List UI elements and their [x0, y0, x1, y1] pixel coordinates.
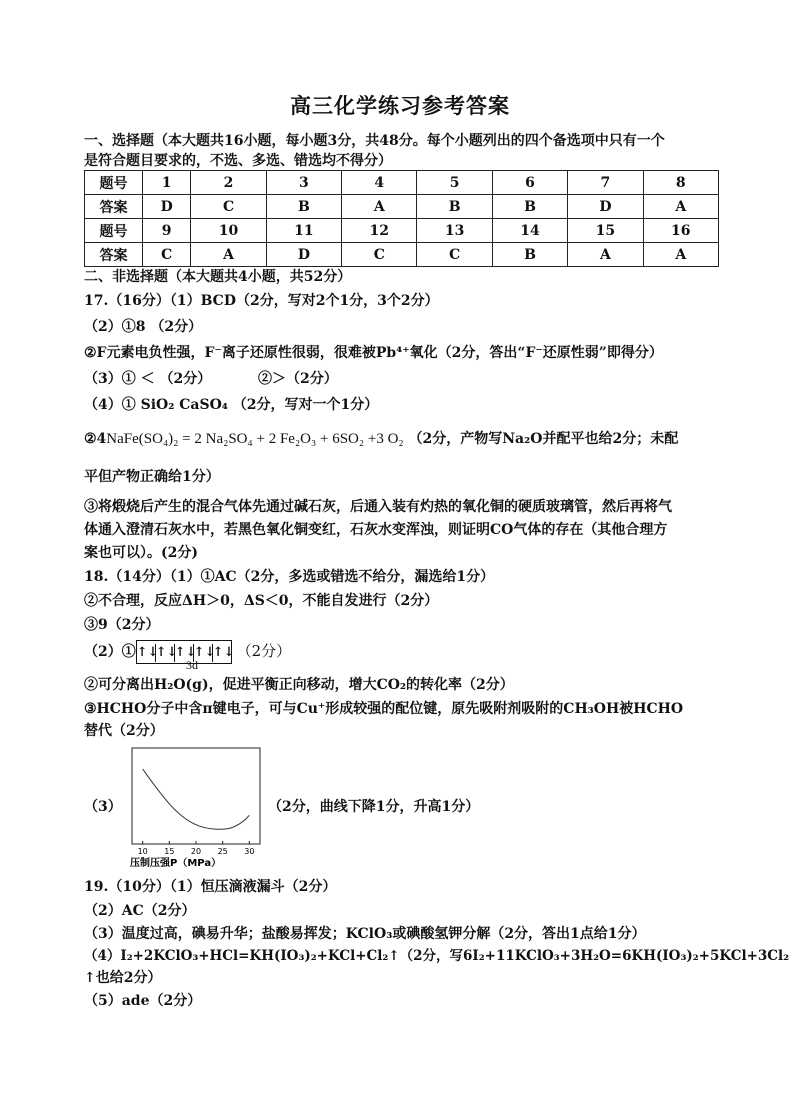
q18-line5: ②可分离出H₂O(g)，促进平衡正向移动，增大CO₂的转化率（2分）	[84, 677, 514, 693]
answer-table-cell: C	[342, 243, 417, 267]
q17-line8: ③将煅烧后产生的混合气体先通过碱石灰，后通入装有灼热的氧化铜的硬质玻璃管，然后再将气	[84, 499, 672, 515]
q18-line8-note: （2分，曲线下降1分，升高1分）	[268, 799, 480, 815]
answer-table-cell: 7	[568, 171, 643, 195]
orbital-box: ↑↓	[155, 645, 178, 660]
answer-table-cell: A	[191, 243, 266, 267]
orbital-box: ↑↓	[193, 645, 216, 660]
answer-table-row-header: 答案	[85, 195, 143, 219]
section2-heading: 二、非选择题（本大题共4小题，共52分）	[84, 269, 352, 285]
chart-xtick-label: 25	[217, 847, 228, 856]
q17-line10: 案也可以）。(2分)	[84, 545, 198, 561]
answer-table-cell: A	[643, 195, 718, 219]
answer-table-cell: 5	[417, 171, 492, 195]
q17-line4b: ②＞（2分）	[258, 371, 338, 387]
answer-table-cell: 6	[492, 171, 567, 195]
q17-line6	[84, 430, 678, 449]
answer-table-cell: D	[143, 195, 191, 219]
orbital-box: ↑↓	[174, 645, 197, 660]
section1-heading-line1: 一、选择题（本大题共16小题，每小题3分，共48分。每个小题列出的四个备选项中只有一个	[84, 133, 665, 149]
pressure-curve-chart	[118, 744, 268, 870]
q19-line5: ↑也给2分）	[84, 970, 162, 986]
q18-line4-prefix: （2）①	[84, 644, 136, 660]
answer-table-cell: A	[342, 195, 417, 219]
answer-table-cell: C	[191, 195, 266, 219]
section1-heading-line2: 是符合题目要求的，不选、多选、错选均不得分）	[84, 153, 392, 169]
q19-line6: （5）ade（2分）	[84, 993, 202, 1009]
q19-line1: 19.（10分）（1）恒压滴液漏斗（2分）	[84, 879, 337, 895]
q19-line4: （4）I₂+2KClO₃+HCl=KH(IO₃)₂+KCl+Cl₂↑（2分，写6I₂+11KClO₃+3H₂O=6KH(IO₃)₂+5KCl+3Cl₂	[84, 948, 790, 964]
q17-line9: 体通入澄清石灰水中，若黑色氧化铜变红，石灰水变浑浊，则证明CO气体的存在（其他合理方	[84, 522, 668, 538]
q17-line5: （4）① SiO₂ CaSO₄ （2分，写对一个1分）	[84, 397, 379, 413]
answer-table-cell: 1	[143, 171, 191, 195]
chart-frame	[132, 748, 260, 844]
q17-line4a: （3）① ＜ （2分）	[84, 371, 212, 387]
answer-table-cell: 11	[266, 219, 341, 243]
answer-table-row-header: 题号	[85, 171, 143, 195]
answer-table-cell: 13	[417, 219, 492, 243]
q17-line3: ②F元素电负性强，F⁻离子还原性很弱，很难被Pb⁴⁺氧化（2分，答出“F⁻还原性弱”即得分）	[84, 345, 663, 361]
answer-table-cell: 8	[643, 171, 718, 195]
q18-line7: 替代（2分）	[84, 723, 164, 739]
answer-table-cell: A	[643, 243, 718, 267]
answer-table-cell: B	[417, 195, 492, 219]
answer-table-row-header: 题号	[85, 219, 143, 243]
q18-line4-score: （2分）	[236, 642, 292, 660]
q17-line1: 17.（16分）（1）BCD（2分，写对2个1分，3个2分）	[84, 293, 439, 309]
q17-line6-prefix: ②4	[84, 431, 107, 447]
q19-line3: （3）温度过高，碘易升华；盐酸易挥发；KClO₃或碘酸氢钾分解（2分，答出1点给1分）	[84, 926, 646, 942]
chart-xtick-label: 30	[244, 847, 255, 856]
answer-table-cell: B	[492, 243, 567, 267]
orbital-box: ↑↓	[136, 645, 159, 660]
q17-line7: 平但产物正确给1分）	[84, 469, 220, 485]
answer-table-cell: 16	[643, 219, 718, 243]
answer-table-cell: 10	[191, 219, 266, 243]
answer-table-row	[85, 171, 719, 195]
page-title: 高三化学练习参考答案	[290, 93, 510, 118]
q17-equation: NaFe(SO₄)₂ = 2 Na₂SO₄ + 2 Fe₂O₃ + 6SO₂ +3 O₂	[106, 431, 404, 447]
answer-table-cell: 15	[568, 219, 643, 243]
orbital-box: ↑↓	[212, 645, 235, 660]
orbital-label: 3d	[186, 658, 198, 672]
answer-table-row	[85, 219, 719, 243]
answer-table-cell: C	[143, 243, 191, 267]
answer-table-cell: 12	[342, 219, 417, 243]
chart-xtick-label: 10	[137, 847, 148, 856]
q19-line2: （2）AC（2分）	[84, 903, 196, 919]
chart-xlabel: 压制压强P（MPa）	[130, 858, 222, 869]
q18-line3: ③9（2分）	[84, 617, 160, 633]
q18-line2: ②不合理，反应ΔH＞0，ΔS＜0，不能自发进行（2分）	[84, 593, 439, 609]
q17-line2: （2）①8 （2分）	[84, 319, 203, 335]
answer-table-cell: 9	[143, 219, 191, 243]
answer-table-cell: D	[568, 195, 643, 219]
answer-table-row	[85, 195, 719, 219]
q18-line1: 18.（14分）（1）①AC（2分，多选或错选不给分，漏选给1分）	[84, 569, 495, 585]
answer-table-cell: D	[266, 243, 341, 267]
chart-xtick-label: 15	[164, 847, 175, 856]
q18-line6: ③HCHO分子中含π键电子，可与Cu⁺形成较强的配位键，原先吸附剂吸附的CH₃OH被HCHO	[84, 701, 684, 717]
answer-table-cell: 3	[266, 171, 341, 195]
orbital-diagram-3d	[136, 640, 235, 664]
answer-table-cell: C	[417, 243, 492, 267]
answer-table-cell: 14	[492, 219, 567, 243]
q18-line8-prefix: （3）	[84, 799, 122, 815]
answer-table	[84, 170, 719, 267]
answer-table-row-header: 答案	[85, 243, 143, 267]
answer-table-cell: A	[568, 243, 643, 267]
chart-xtick-label: 20	[190, 847, 202, 856]
answer-table-cell: 2	[191, 171, 266, 195]
answer-table-cell: 4	[342, 171, 417, 195]
answer-table-cell: B	[492, 195, 567, 219]
answer-table-cell: B	[266, 195, 341, 219]
answer-table-row	[85, 243, 719, 267]
q17-line6-note: （2分，产物写Na₂O并配平也给2分；未配	[408, 431, 679, 447]
